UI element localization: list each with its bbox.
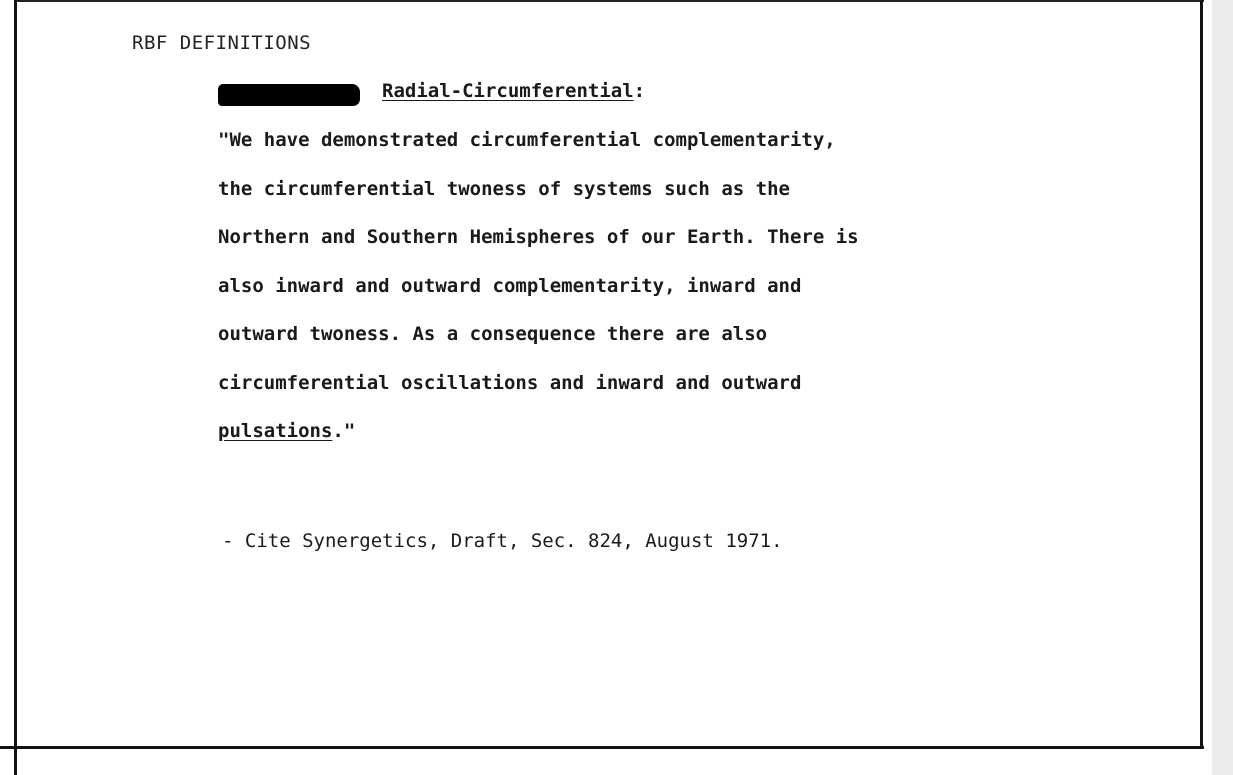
- citation: - Cite Synergetics, Draft, Sec. 824, August 1971.: [222, 530, 783, 552]
- quote-line: Northern and Southern Hemispheres of our Earth. There is: [218, 226, 859, 248]
- card-border-bottom: [0, 746, 1204, 749]
- right-margin-strip: [1212, 0, 1233, 775]
- quote-line: outward twoness. As a consequence there are also: [218, 323, 768, 345]
- quote-line: also inward and outward complementarity, inward and: [218, 274, 802, 297]
- quote-line: "We have demonstrated circumferential complementarity,: [218, 129, 836, 151]
- redaction-block: [218, 84, 360, 106]
- quote-line: circumferential oscillations and inward and outward: [218, 371, 802, 394]
- card-border-top: [14, 0, 1204, 2]
- quote-close: .": [332, 420, 356, 442]
- quote-line: the circumferential twoness of systems such as the: [218, 177, 790, 200]
- section-heading: [382, 80, 645, 102]
- section-title-colon: :: [633, 80, 646, 102]
- quote-body: [218, 126, 859, 466]
- document-header: RBF DEFINITIONS: [132, 32, 312, 54]
- quote-emphasis: pulsations: [218, 420, 333, 442]
- quote-line: [218, 417, 859, 466]
- card-border-right: [1200, 0, 1203, 748]
- card-border-left: [14, 0, 17, 775]
- section-title: Radial-Circumferential: [382, 80, 634, 102]
